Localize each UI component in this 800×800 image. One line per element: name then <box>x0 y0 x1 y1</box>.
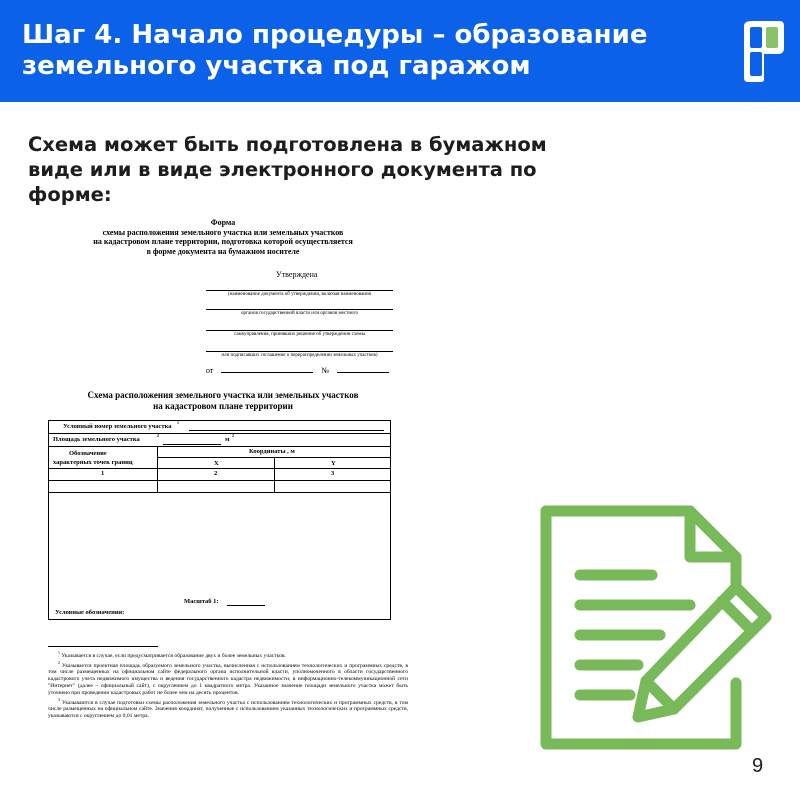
approval-caption: органов государственной власти или органов местного <box>241 311 358 316</box>
form-heading-line: схемы расположения земельного участка или земельных участков <box>102 227 344 237</box>
footnote-text: Указываются в случае подготовки схемы расположения земельного участка с использованием технологических и программных средств, в том числе размещенных на официальном сайте. Значения координат, полученные с использованием указанных технологических и программных средств, указываются с округлением до 0,01 метра. <box>48 699 408 719</box>
approval-caption: или подписавших соглашение о перераспределении земельных участков) <box>221 353 378 358</box>
approval-line <box>206 330 393 331</box>
approval-line <box>206 351 393 352</box>
col-y: Y <box>331 460 336 467</box>
date-line <box>221 372 313 373</box>
footnote-mark: 2 <box>157 433 159 438</box>
table-divider <box>157 446 158 492</box>
col-number: 3 <box>331 470 335 477</box>
col-x: X <box>214 460 219 467</box>
form-heading <box>38 218 408 256</box>
approval-caption: (наименование документа об утверждении, включая наименования <box>228 292 371 297</box>
footnote: $^2$ Указывается проектная площадь образуемого земельного участка, вычисленная с использованием технологических и программных средств, в том числе размещенных на официальном сайте федерального органа исполнительной власти, уполномоченного в области государственного кадастрового учета недвижимого имущества и ведения государственного кадастра недвижимости, в информационно-телекоммуникационной сети "Интернет" (далее – официальный сайт), с округлением до 1 квадратного метра. Указанное значение площади земельного участка может быть уточнено при проведении кадастровых работ не более чем на десять процентов. <box>48 659 408 696</box>
footnote: $^1$ Указывается в случае, если предусматривается образование двух и более земельных участков. <box>58 650 286 659</box>
form-heading-line: на кадастровом плане территории, подготовка которой осуществляется <box>93 237 353 246</box>
table-divider <box>274 457 275 492</box>
header-bar <box>0 0 800 102</box>
col-number: 1 <box>101 470 105 477</box>
scheme-title <box>38 390 408 412</box>
number-line <box>337 372 389 373</box>
page-number: 9 <box>752 755 764 777</box>
coordinates-label: Координаты , м <box>249 448 295 455</box>
footnote-text: Указывается проектная площадь образуемого земельного участка, вычисленная с использованием технологических и программных средств, в том числе размещенных на официальном сайте федерального органа исполнительной власти, уполномоченного в области государственного кадастрового учета недвижимого имущества и ведения государственного кадастра недвижимости, в информационно-телекоммуникационной сети "Интернет" (далее – официальный сайт), с округлением до 1 квадратного метра. Указанное значение площади земельного участка может быть уточнено при проведении кадастровых работ не более чем на десять процентов. <box>48 662 408 696</box>
form-heading-line: в форме документа на бумажном носителе <box>146 246 300 256</box>
form-heading-line: Форма <box>210 218 236 227</box>
scheme-title-line: Схема расположения земельного участка или земельных участков <box>87 390 359 400</box>
table-row <box>49 433 390 447</box>
scale-label: Масштаб 1: <box>184 598 219 605</box>
page-title: Шаг 4. Начало процедуры – образование земельного участка под гаражом <box>22 20 648 81</box>
conditional-number-label: Условный номер земельного участка <box>63 423 172 430</box>
area-line <box>163 444 221 445</box>
designation-label: Обозначение <box>69 450 107 457</box>
document-edit-icon <box>540 505 780 750</box>
rosreestr-logo-icon <box>740 18 786 84</box>
footnote-mark: 2 <box>232 433 234 438</box>
scheme-title-line: на кадастровом плане территории <box>153 401 293 411</box>
conditional-number-line <box>189 430 384 431</box>
subtitle: Схема может быть подготовлена в бумажном виде или в виде электронного документа по форме: <box>28 133 547 206</box>
number-label: № <box>321 366 330 375</box>
footnote-divider <box>48 646 158 647</box>
footnote: $^3$ Указываются в случае подготовки схемы расположения земельного участка с использованием технологических и программных средств, в том числе размещенных на официальном сайте. Значения координат, полученные с использованием указанных технологических и программных средств, указываются с округлением до 0,01 метра. <box>48 696 408 719</box>
scheme-form-document <box>38 210 408 750</box>
approval-line <box>206 309 393 310</box>
approval-line <box>206 290 393 291</box>
footnote-mark: 1 <box>177 420 179 425</box>
approval-caption: самоуправления, принявших решение об утверждении схемы <box>234 332 365 337</box>
table-row <box>49 446 390 469</box>
footnotes <box>48 650 408 720</box>
legend-label: Условные обозначения: <box>55 609 125 616</box>
area-label: Площадь земельного участка <box>53 436 140 443</box>
coordinates-table <box>48 420 391 620</box>
footnote-text: Указывается в случае, если предусматривается образование двух и более земельных участков. <box>61 652 286 659</box>
from-label: от <box>206 366 214 375</box>
approved-label: Утверждена <box>276 270 318 279</box>
date-number-row <box>206 366 389 375</box>
scale-line <box>227 605 265 606</box>
designation-label: характерных точек границ <box>53 459 133 466</box>
table-row <box>49 480 390 493</box>
area-unit: м <box>225 436 230 443</box>
col-number: 2 <box>214 470 218 477</box>
